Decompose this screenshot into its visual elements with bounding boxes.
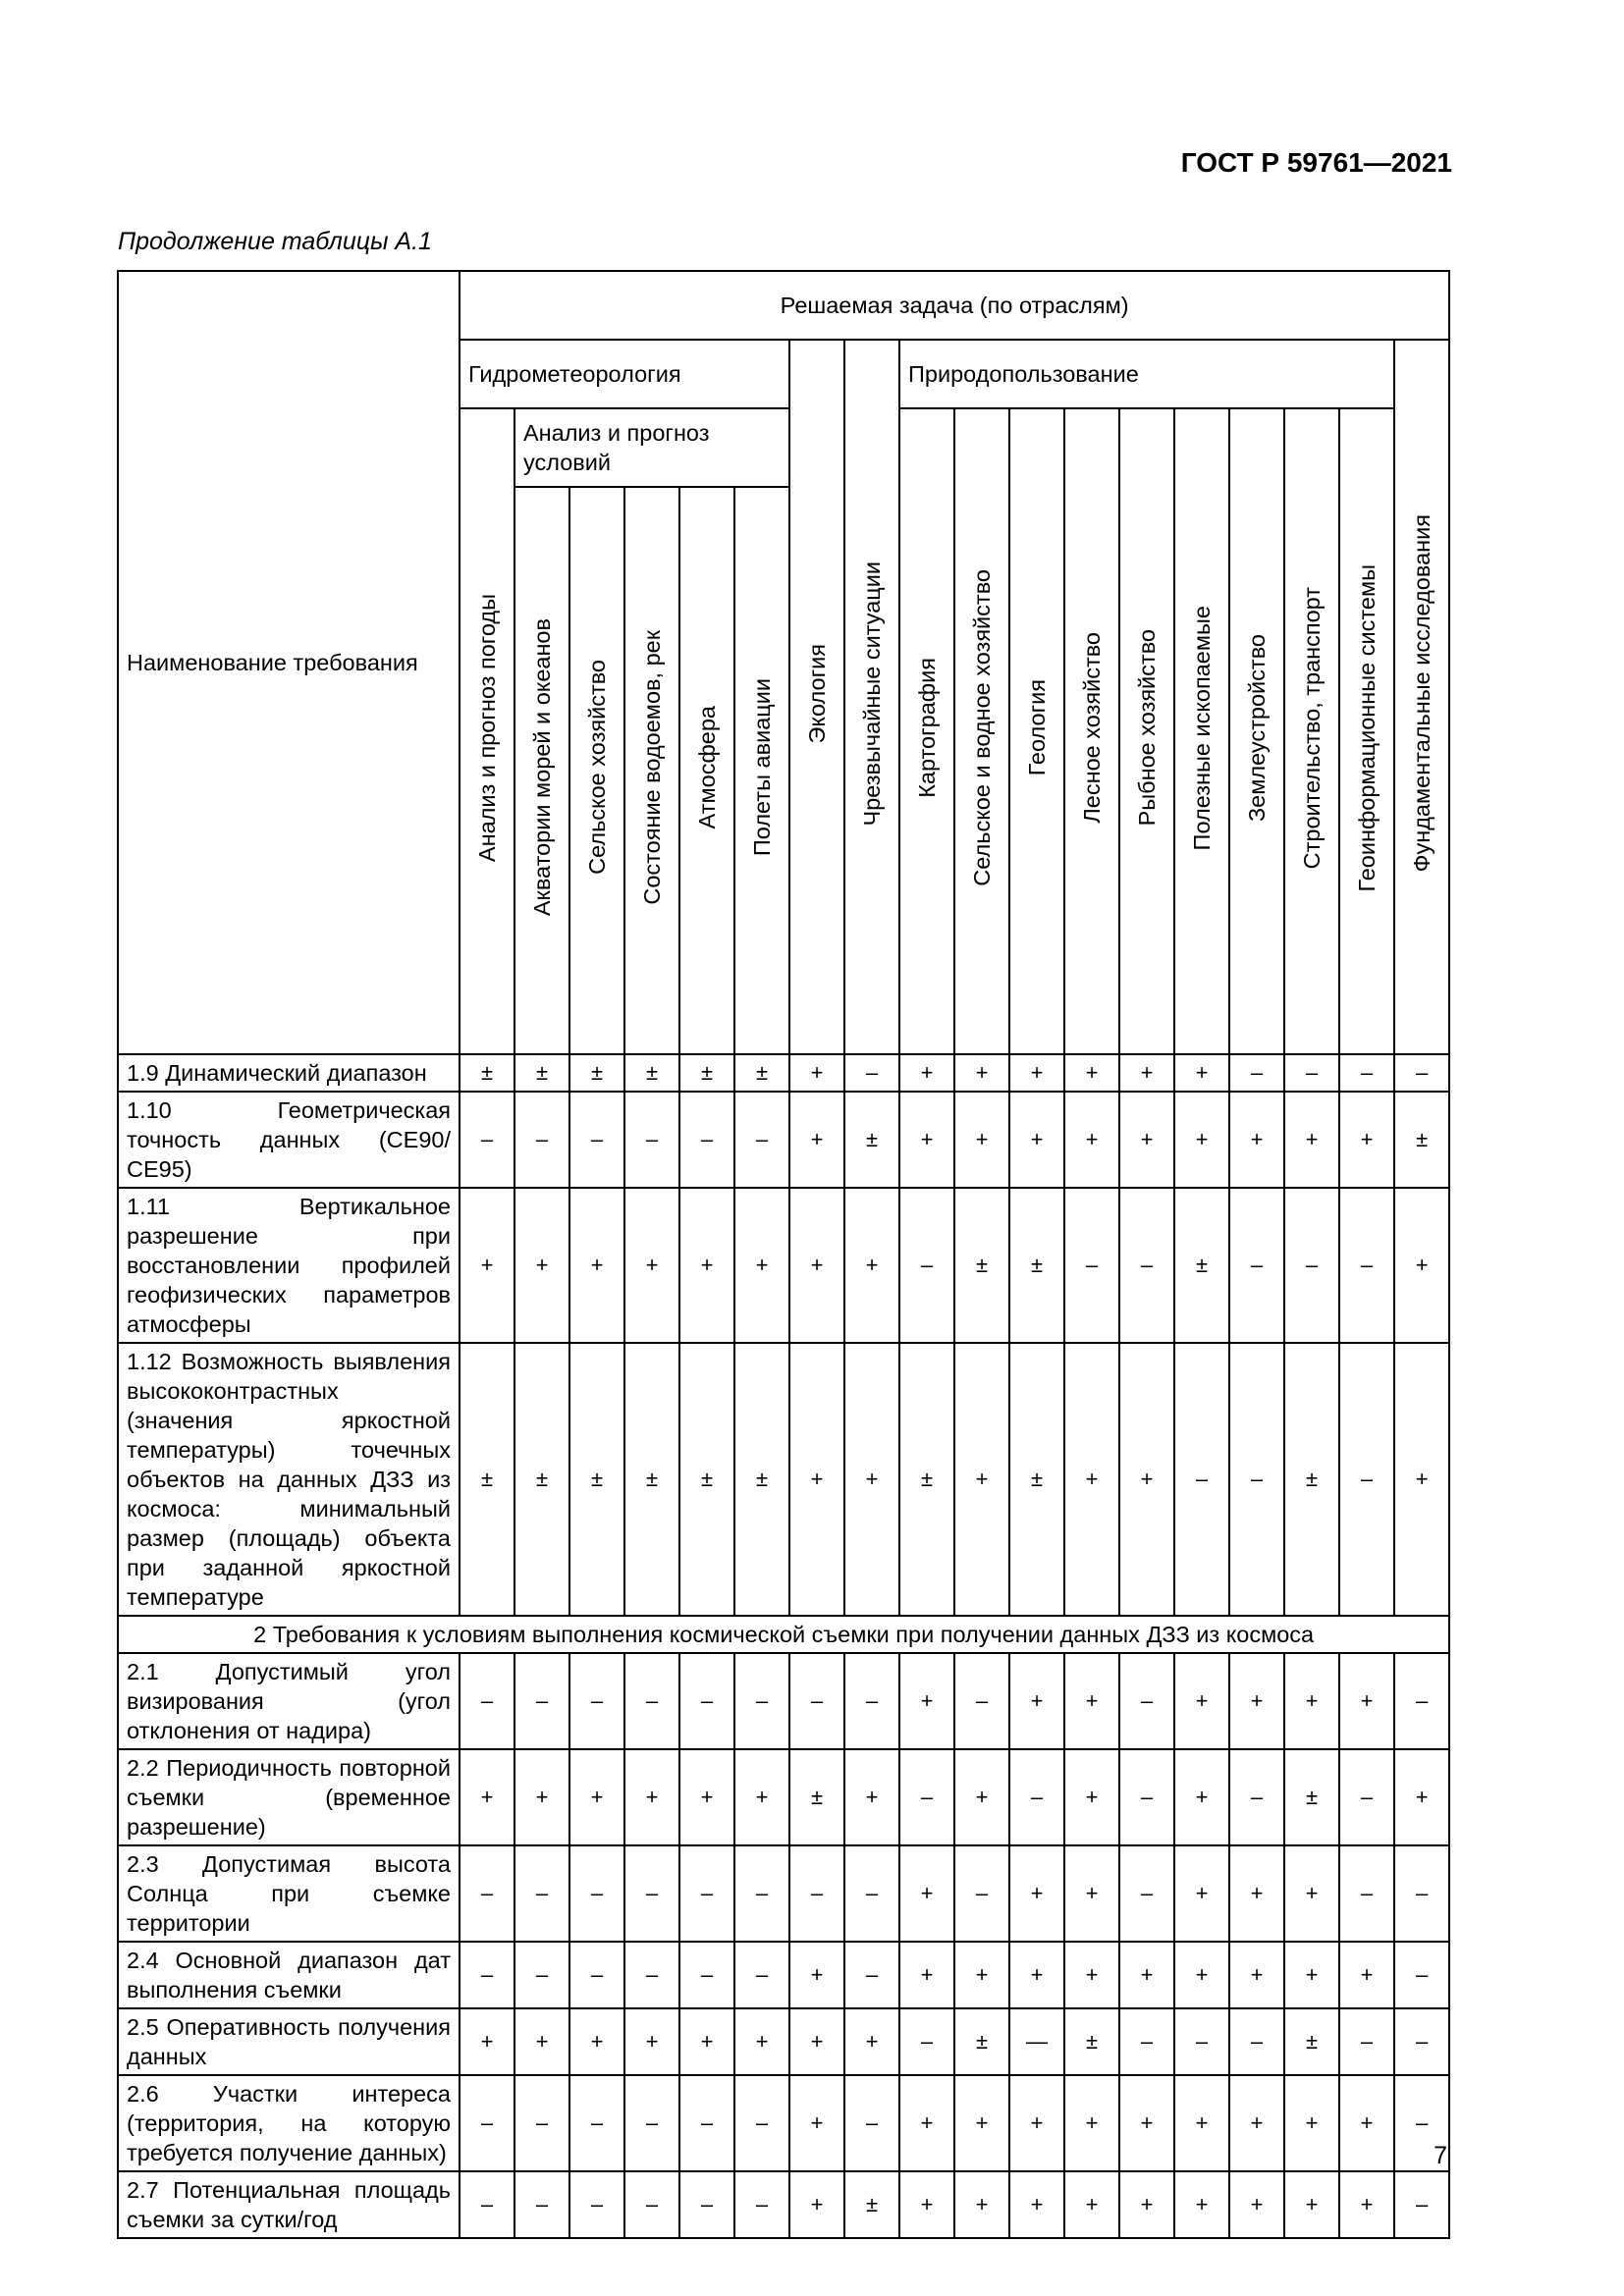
applicability-cell: –: [460, 1845, 514, 1942]
header-group-analysis-conditions: Анализ и прогноз условий: [514, 408, 789, 487]
applicability-cell: –: [789, 1653, 844, 1749]
applicability-cell: +: [1064, 2075, 1119, 2171]
applicability-cell: +: [1394, 1343, 1449, 1616]
requirement-name: 2.1 Допустимый угол визирования (угол отклонения от надира): [118, 1653, 460, 1749]
applicability-cell: ±: [1394, 1092, 1449, 1188]
applicability-cell: –: [514, 1653, 569, 1749]
applicability-cell: –: [1229, 1054, 1284, 1092]
header-col-12: Лесное хозяйство: [1064, 408, 1119, 1054]
applicability-cell: +: [954, 1343, 1009, 1616]
header-col-18: Фундаментальные исследования: [1394, 340, 1449, 1054]
applicability-cell: –: [1339, 1054, 1394, 1092]
applicability-cell: +: [1009, 2171, 1064, 2238]
table-row: [118, 1092, 1449, 1188]
applicability-cell: +: [789, 1054, 844, 1092]
applicability-cell: +: [1009, 2075, 1064, 2171]
header-col-5: Атмосфера: [679, 487, 734, 1054]
applicability-cell: –: [1394, 2171, 1449, 2238]
applicability-cell: –: [899, 2008, 954, 2075]
applicability-cell: –: [1229, 1188, 1284, 1343]
applicability-cell: ±: [899, 1343, 954, 1616]
applicability-cell: –: [734, 1653, 789, 1749]
applicability-cell: +: [1119, 2171, 1174, 2238]
applicability-cell: +: [460, 1188, 514, 1343]
header-col-17: Геоинформационные системы: [1339, 408, 1394, 1054]
applicability-cell: –: [569, 2171, 624, 2238]
applicability-cell: +: [1229, 1942, 1284, 2008]
applicability-cell: +: [1284, 1845, 1339, 1942]
applicability-cell: –: [624, 2075, 679, 2171]
applicability-cell: +: [1119, 2075, 1174, 2171]
applicability-cell: +: [1174, 1845, 1229, 1942]
applicability-cell: +: [569, 2008, 624, 2075]
applicability-cell: +: [899, 2075, 954, 2171]
applicability-cell: +: [514, 1749, 569, 1845]
applicability-cell: –: [734, 1092, 789, 1188]
applicability-cell: +: [899, 1092, 954, 1188]
applicability-cell: –: [734, 2075, 789, 2171]
applicability-cell: –: [1119, 1188, 1174, 1343]
applicability-cell: –: [514, 1845, 569, 1942]
applicability-cell: –: [569, 2075, 624, 2171]
applicability-cell: ±: [734, 1054, 789, 1092]
applicability-cell: –: [899, 1188, 954, 1343]
applicability-cell: +: [954, 2075, 1009, 2171]
applicability-cell: +: [1394, 1188, 1449, 1343]
applicability-cell: +: [844, 1749, 899, 1845]
applicability-cell: –: [1394, 2075, 1449, 2171]
table-row: [118, 2008, 1449, 2075]
table-row: [118, 1749, 1449, 1845]
applicability-cell: +: [899, 1653, 954, 1749]
applicability-cell: +: [1229, 1845, 1284, 1942]
applicability-cell: +: [1009, 1942, 1064, 2008]
applicability-cell: +: [460, 2008, 514, 2075]
applicability-cell: –: [679, 1092, 734, 1188]
applicability-cell: ±: [624, 1054, 679, 1092]
applicability-cell: +: [569, 1188, 624, 1343]
applicability-cell: ±: [460, 1343, 514, 1616]
applicability-cell: +: [1339, 1653, 1394, 1749]
applicability-cell: –: [1284, 1054, 1339, 1092]
applicability-cell: +: [1229, 1092, 1284, 1188]
header-col-14: Полезные ископаемые: [1174, 408, 1229, 1054]
header-col-6: Полеты авиации: [734, 487, 789, 1054]
applicability-cell: –: [954, 1845, 1009, 1942]
header-col-9: Картография: [899, 408, 954, 1054]
applicability-cell: ±: [569, 1054, 624, 1092]
header-col-8: Чрезвычайные ситуации: [844, 340, 899, 1054]
applicability-cell: ±: [954, 1188, 1009, 1343]
applicability-cell: –: [1394, 1653, 1449, 1749]
applicability-cell: +: [789, 1343, 844, 1616]
applicability-cell: +: [624, 1188, 679, 1343]
header-col-13: Рыбное хозяйство: [1119, 408, 1174, 1054]
applicability-cell: +: [954, 1749, 1009, 1845]
applicability-cell: –: [1229, 2008, 1284, 2075]
applicability-cell: –: [734, 1845, 789, 1942]
applicability-cell: +: [460, 1749, 514, 1845]
applicability-cell: +: [1009, 1845, 1064, 1942]
applicability-cell: –: [1339, 1845, 1394, 1942]
applicability-cell: –: [624, 1092, 679, 1188]
applicability-cell: +: [1284, 2075, 1339, 2171]
applicability-cell: +: [789, 1942, 844, 2008]
applicability-cell: +: [1009, 1653, 1064, 1749]
applicability-cell: ±: [1284, 2008, 1339, 2075]
applicability-cell: –: [460, 1092, 514, 1188]
applicability-cell: +: [1339, 2075, 1394, 2171]
applicability-cell: +: [1174, 1653, 1229, 1749]
applicability-cell: ±: [844, 2171, 899, 2238]
header-col-1: Анализ и прогноз погоды: [460, 408, 514, 1054]
requirement-name: 1.10 Геометрическая точность данных (СЕ90/СЕ95): [118, 1092, 460, 1188]
table-row: [118, 1054, 1449, 1092]
header-col-11: Геология: [1009, 408, 1064, 1054]
applicability-cell: +: [514, 2008, 569, 2075]
applicability-cell: –: [624, 1845, 679, 1942]
applicability-cell: +: [624, 1749, 679, 1845]
applicability-cell: –: [460, 2075, 514, 2171]
applicability-cell: –: [1339, 1343, 1394, 1616]
table-row: [118, 1188, 1449, 1343]
applicability-cell: ±: [460, 1054, 514, 1092]
applicability-cell: –: [569, 1653, 624, 1749]
applicability-cell: +: [1174, 1092, 1229, 1188]
applicability-cell: –: [734, 1942, 789, 2008]
applicability-cell: +: [569, 1749, 624, 1845]
table-row: [118, 2075, 1449, 2171]
applicability-cell: +: [789, 2075, 844, 2171]
applicability-cell: +: [844, 2008, 899, 2075]
applicability-cell: +: [844, 1343, 899, 1616]
applicability-cell: +: [1064, 1749, 1119, 1845]
applicability-cell: –: [1009, 1749, 1064, 1845]
header-col-3: Сельское хозяйство: [569, 487, 624, 1054]
applicability-cell: –: [734, 2171, 789, 2238]
applicability-cell: –: [679, 1653, 734, 1749]
applicability-cell: +: [624, 2008, 679, 2075]
header-col-7: Экология: [789, 340, 844, 1054]
requirement-name: 2.7 Потенциальная площадь съемки за сутки/год: [118, 2171, 460, 2238]
applicability-cell: ±: [514, 1343, 569, 1616]
header-task: Решаемая задача (по отраслям): [460, 271, 1449, 340]
header-col-4: Состояние водоемов, рек: [624, 487, 679, 1054]
applicability-cell: +: [1064, 1343, 1119, 1616]
header-col-15: Землеустройство: [1229, 408, 1284, 1054]
applicability-cell: +: [1284, 2171, 1339, 2238]
applicability-cell: –: [514, 2075, 569, 2171]
applicability-cell: –: [1229, 1749, 1284, 1845]
applicability-cell: +: [1174, 1054, 1229, 1092]
applicability-cell: +: [1174, 1942, 1229, 2008]
applicability-cell: +: [899, 1845, 954, 1942]
page-number: 7: [1434, 2142, 1447, 2169]
applicability-cell: –: [844, 1054, 899, 1092]
requirement-name: 2.2 Периодичность повторной съемки (временное разрешение): [118, 1749, 460, 1845]
applicability-cell: +: [1174, 2171, 1229, 2238]
applicability-cell: –: [1394, 1845, 1449, 1942]
applicability-cell: ±: [1284, 1749, 1339, 1845]
applicability-cell: +: [899, 2171, 954, 2238]
applicability-cell: +: [1064, 1054, 1119, 1092]
applicability-cell: +: [789, 1188, 844, 1343]
applicability-cell: ±: [844, 1092, 899, 1188]
applicability-cell: –: [569, 1845, 624, 1942]
applicability-cell: –: [1339, 2008, 1394, 2075]
applicability-cell: +: [1119, 1054, 1174, 1092]
applicability-cell: –: [844, 1942, 899, 2008]
applicability-cell: –: [1119, 1653, 1174, 1749]
requirement-name: 1.9 Динамический диапазон: [118, 1054, 460, 1092]
applicability-cell: ±: [514, 1054, 569, 1092]
applicability-cell: +: [679, 1188, 734, 1343]
table-row: [118, 1653, 1449, 1749]
applicability-cell: +: [899, 1054, 954, 1092]
requirement-name: 2.6 Участки интереса (территория, на которую требуется получение данных): [118, 2075, 460, 2171]
applicability-cell: +: [789, 2008, 844, 2075]
applicability-cell: –: [460, 1942, 514, 2008]
applicability-cell: –: [1174, 2008, 1229, 2075]
applicability-cell: +: [1064, 1845, 1119, 1942]
applicability-cell: –: [1119, 1845, 1174, 1942]
applicability-cell: +: [1064, 1942, 1119, 2008]
applicability-cell: ±: [789, 1749, 844, 1845]
applicability-cell: +: [1284, 1092, 1339, 1188]
applicability-cell: +: [1174, 2075, 1229, 2171]
applicability-cell: –: [1064, 1188, 1119, 1343]
applicability-cell: –: [514, 1092, 569, 1188]
applicability-cell: ±: [734, 1343, 789, 1616]
applicability-cell: +: [1339, 1942, 1394, 2008]
applicability-cell: +: [1229, 2171, 1284, 2238]
table-row: [118, 1942, 1449, 2008]
applicability-cell: +: [1064, 1653, 1119, 1749]
applicability-cell: –: [899, 1749, 954, 1845]
applicability-cell: –: [679, 1942, 734, 2008]
applicability-cell: –: [1119, 1749, 1174, 1845]
applicability-cell: –: [624, 1653, 679, 1749]
applicability-cell: +: [1064, 1092, 1119, 1188]
applicability-cell: –: [624, 1942, 679, 2008]
requirements-table: [117, 270, 1450, 2239]
applicability-cell: +: [679, 2008, 734, 2075]
table-row: [118, 1845, 1449, 1942]
applicability-cell: +: [1229, 1653, 1284, 1749]
applicability-cell: –: [789, 1845, 844, 1942]
applicability-cell: +: [514, 1188, 569, 1343]
applicability-cell: –: [679, 1845, 734, 1942]
applicability-cell: +: [1119, 1343, 1174, 1616]
applicability-cell: ±: [1284, 1343, 1339, 1616]
applicability-cell: –: [954, 1653, 1009, 1749]
requirement-name: 1.12 Возможность выявления высококонтрастных (значения яркостной температуры) точечных объектов на данных ДЗЗ из космоса: минимальный размер (площадь) объекта при заданной яркостной температуре: [118, 1343, 460, 1616]
applicability-cell: +: [899, 1942, 954, 2008]
applicability-cell: –: [514, 2171, 569, 2238]
header-requirement-name: Наименование требования: [118, 271, 460, 1054]
applicability-cell: ±: [679, 1054, 734, 1092]
applicability-cell: –: [1339, 1749, 1394, 1845]
applicability-cell: —: [1009, 2008, 1064, 2075]
applicability-cell: ±: [1064, 2008, 1119, 2075]
header-col-10: Сельское и водное хозяйство: [954, 408, 1009, 1054]
applicability-cell: –: [1174, 1343, 1229, 1616]
applicability-cell: ±: [1009, 1188, 1064, 1343]
applicability-cell: +: [954, 1054, 1009, 1092]
header-col-16: Строительство, транспорт: [1284, 408, 1339, 1054]
applicability-cell: –: [1394, 1054, 1449, 1092]
applicability-cell: +: [734, 2008, 789, 2075]
applicability-cell: +: [1339, 2171, 1394, 2238]
applicability-cell: +: [1119, 1942, 1174, 2008]
applicability-cell: +: [1009, 1054, 1064, 1092]
applicability-cell: –: [844, 2075, 899, 2171]
requirement-name: 2.5 Оперативность получения данных: [118, 2008, 460, 2075]
applicability-cell: –: [1284, 1188, 1339, 1343]
applicability-cell: –: [1394, 1942, 1449, 2008]
requirement-name: 1.11 Вертикальное разрешение при восстановлении профилей геофизических параметров атмосферы: [118, 1188, 460, 1343]
applicability-cell: ±: [569, 1343, 624, 1616]
requirement-name: 2.3 Допустимая высота Солнца при съемке территории: [118, 1845, 460, 1942]
applicability-cell: +: [1064, 2171, 1119, 2238]
applicability-cell: ±: [1174, 1188, 1229, 1343]
applicability-cell: –: [569, 1942, 624, 2008]
applicability-cell: –: [460, 2171, 514, 2238]
applicability-cell: +: [1284, 1653, 1339, 1749]
requirement-name: 2.4 Основной диапазон дат выполнения съемки: [118, 1942, 460, 2008]
applicability-cell: +: [1119, 1092, 1174, 1188]
applicability-cell: –: [569, 1092, 624, 1188]
applicability-cell: +: [1229, 2075, 1284, 2171]
applicability-cell: –: [1339, 1188, 1394, 1343]
table-row: [118, 1343, 1449, 1616]
applicability-cell: +: [734, 1749, 789, 1845]
applicability-cell: +: [954, 1942, 1009, 2008]
applicability-cell: +: [1339, 1092, 1394, 1188]
applicability-cell: +: [1394, 1749, 1449, 1845]
applicability-cell: +: [954, 1092, 1009, 1188]
table-caption: Продолжение таблицы А.1: [118, 228, 432, 255]
applicability-cell: +: [844, 1188, 899, 1343]
applicability-cell: +: [734, 1188, 789, 1343]
applicability-cell: –: [679, 2171, 734, 2238]
applicability-cell: +: [789, 2171, 844, 2238]
header-group-hydrometeorology: Гидрометеорология: [460, 340, 789, 408]
header-group-nature-use: Природопользование: [899, 340, 1394, 408]
applicability-cell: –: [1394, 2008, 1449, 2075]
section-row: [118, 1616, 1449, 1653]
applicability-cell: –: [1229, 1343, 1284, 1616]
applicability-cell: ±: [624, 1343, 679, 1616]
applicability-cell: –: [679, 2075, 734, 2171]
applicability-cell: ±: [1009, 1343, 1064, 1616]
applicability-cell: –: [624, 2171, 679, 2238]
section-title: 2 Требования к условиям выполнения космической съемки при получении данных ДЗЗ из космоса: [118, 1616, 1449, 1653]
applicability-cell: +: [789, 1092, 844, 1188]
applicability-cell: +: [679, 1749, 734, 1845]
applicability-cell: –: [1119, 2008, 1174, 2075]
applicability-cell: –: [844, 1845, 899, 1942]
applicability-cell: ±: [954, 2008, 1009, 2075]
applicability-cell: –: [514, 1942, 569, 2008]
applicability-cell: +: [1174, 1749, 1229, 1845]
applicability-cell: –: [460, 1653, 514, 1749]
applicability-cell: +: [1009, 1092, 1064, 1188]
applicability-cell: –: [844, 1653, 899, 1749]
table-row: [118, 2171, 1449, 2238]
standard-number: ГОСТ Р 59761—2021: [1180, 147, 1452, 178]
applicability-cell: ±: [679, 1343, 734, 1616]
header-col-2: Акватории морей и океанов: [514, 487, 569, 1054]
applicability-cell: +: [1284, 1942, 1339, 2008]
applicability-cell: +: [954, 2171, 1009, 2238]
